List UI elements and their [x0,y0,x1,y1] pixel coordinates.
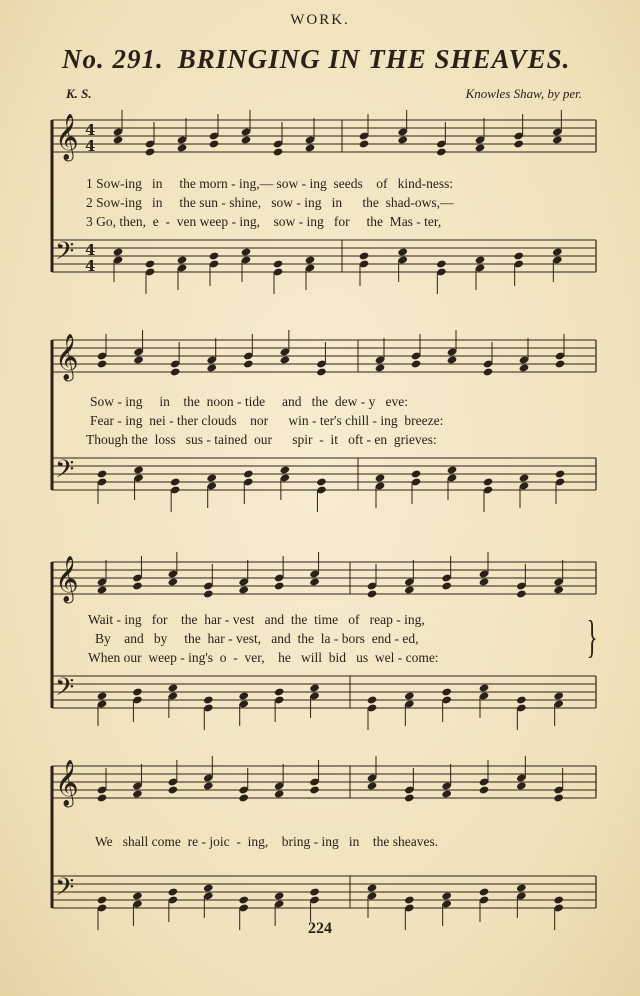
note-head [274,891,285,900]
note-head [203,589,214,598]
lyric-line: Sow - ing in the noon - tide and the dew - y eve: [90,394,408,409]
lyric-line: We shall come re - joic - ing, bring - ing in the sheaves. [95,834,439,849]
note-head [552,135,563,144]
note-head [177,255,188,264]
note-head [516,695,527,704]
note-head [203,695,214,704]
note-head [553,793,564,802]
note-head [483,477,494,486]
time-signature-denominator: 4 [85,257,96,275]
treble-clef: 𝄞 [55,760,79,806]
bass-clef: 𝄢 [55,455,75,490]
note-head [209,251,220,260]
note-head [359,251,370,260]
note-head [280,355,291,364]
note-head [441,891,452,900]
note-head [206,363,217,372]
note-head [436,147,447,156]
note-head [273,259,284,268]
note-head [475,143,486,152]
note-head [397,247,408,256]
author-initials: K. S. [66,86,92,101]
note-head [552,247,563,256]
lyric-line: Fear - ing nei - ther clouds nor win - ter's chill - ing breeze: [90,413,444,428]
lyric-line: Wait - ing for the har - vest and the time of reap - ing, [88,612,425,627]
note-head [519,473,530,482]
time-signature-numerator: 4 [85,241,96,259]
note-head [553,585,564,594]
note-head [168,887,179,896]
note-head [447,355,458,364]
note-head [436,259,447,268]
note-head [516,781,527,790]
composer-credit: Knowles Shaw, by per. [465,86,582,101]
note-head [113,247,124,256]
hymn-number: No. 291. [62,44,164,74]
note-head [441,687,452,696]
note-head [404,585,415,594]
note-head [273,147,284,156]
note-head [97,691,108,700]
treble-clef: 𝄞 [55,114,79,160]
note-head [367,781,378,790]
note-head [238,793,249,802]
note-head [411,359,422,368]
note-head [479,785,490,794]
note-head [359,139,370,148]
note-head [483,367,494,376]
note-head [241,247,252,256]
note-head [97,895,108,904]
note-head [243,359,254,368]
note-head [132,789,143,798]
time-signature-numerator: 4 [85,121,96,139]
note-head [209,139,220,148]
note-head [404,895,415,904]
note-head [170,477,181,486]
note-head [404,793,415,802]
note-head [441,581,452,590]
note-head [177,143,188,152]
note-head [316,477,327,486]
note-head [132,687,143,696]
note-head [316,367,327,376]
bass-clef: 𝄢 [55,873,75,908]
note-head [309,683,320,692]
note-head [274,687,285,696]
lyric-line: 2 Sow-ing in the sun - shine, sow - ing in the shad-ows,— [86,195,454,210]
note-head [516,589,527,598]
note-head [203,883,214,892]
note-head [168,683,179,692]
note-head [479,683,490,692]
note-head [553,895,564,904]
note-head [145,259,156,268]
note-head [411,469,422,478]
bass-clef: 𝄢 [55,237,75,272]
note-head [280,465,291,474]
note-head [133,465,144,474]
verse-brace: } [586,611,598,662]
treble-clef: 𝄞 [55,334,79,380]
note-head [97,469,108,478]
note-head [367,883,378,892]
note-head [516,883,527,892]
note-head [367,589,378,598]
note-head [113,135,124,144]
note-head [97,359,108,368]
lyric-line: 3 Go, then, e - ven weep - ing, sow - ing for the Mas - ter, [86,214,442,229]
page-number: 224 [308,920,332,937]
lyric-line: When our weep - ing's o - ver, he will bid us wel - come: [88,650,439,665]
note-head [206,473,217,482]
note-head [305,255,316,264]
note-head [132,581,143,590]
note-head [375,363,386,372]
note-head [479,887,490,896]
note-head [243,469,254,478]
note-head [375,473,386,482]
note-head [145,147,156,156]
note-head [238,585,249,594]
note-head [97,585,108,594]
time-signature-denominator: 4 [85,137,96,155]
note-head [555,469,566,478]
note-head [238,895,249,904]
note-head [309,577,320,586]
hymn-title-text: BRINGING IN THE SHEAVES. [177,44,571,74]
note-head [475,255,486,264]
note-head [241,135,252,144]
lyric-line: Though the loss sus - tained our spir - it oft - en grieves: [86,432,437,447]
treble-clef: 𝄞 [55,556,79,602]
note-head [404,691,415,700]
note-head [479,577,490,586]
note-head [397,135,408,144]
note-head [170,367,181,376]
note-head [555,359,566,368]
note-head [447,465,458,474]
note-head [309,887,320,896]
running-head: WORK. [290,12,350,28]
note-head [274,581,285,590]
note-head [238,691,249,700]
note-head [132,891,143,900]
note-head [168,785,179,794]
lyric-line: 1 Sow-ing in the morn - ing,— sow - ing seeds of kind-ness: [86,176,454,191]
note-head [274,789,285,798]
note-head [133,355,144,364]
note-head [519,363,530,372]
note-head [513,251,524,260]
note-head [441,789,452,798]
lyric-line: By and by the har - vest, and the la - bors end - ed, [95,631,419,646]
note-head [203,781,214,790]
note-head [305,143,316,152]
note-head [97,793,108,802]
note-head [168,577,179,586]
note-head [367,695,378,704]
note-head [553,691,564,700]
bass-clef: 𝄢 [55,673,75,708]
note-head [513,139,524,148]
note-head [309,785,320,794]
